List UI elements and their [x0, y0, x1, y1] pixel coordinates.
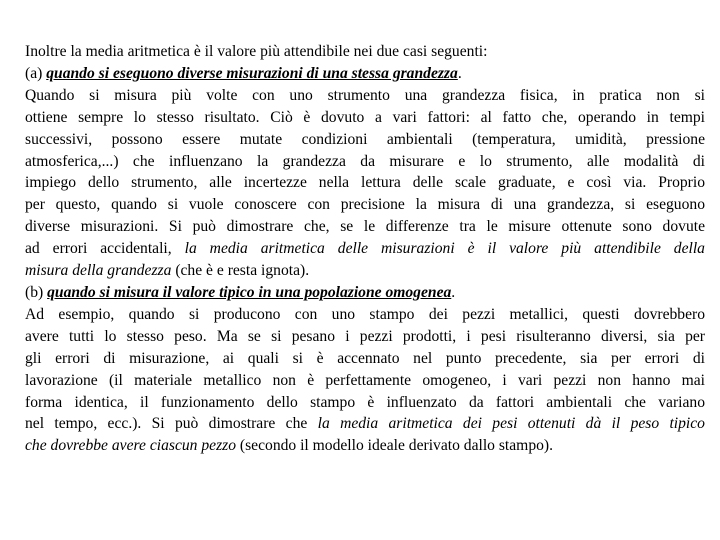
document-text — [25, 41, 705, 457]
case-b-heading — [25, 282, 705, 304]
body-a-line: ottiene sempre lo stesso risultato. Ciò è dovuto a vari fattori: al fatto che, operando in tempi — [25, 108, 705, 126]
body-b-line-6 — [25, 413, 705, 435]
body-a-line-9-end: (che è e resta ignota). — [171, 262, 310, 280]
body-a-line-9 — [25, 260, 705, 282]
body-b-line: lavorazione (il materiale metallico non è perfettamente omogeneo, i vari pezzi non hanno mai — [25, 371, 705, 389]
case-a-label: (a) — [25, 64, 47, 82]
body-a-line: per questo, quando si vuole conoscere con precisione la misura di una grandezza, si eseguono — [25, 196, 705, 214]
case-a-heading — [25, 63, 705, 85]
body-b-line-6-start: nel tempo, ecc.). Si può dimostrare che — [25, 415, 318, 433]
body-a-line: diverse misurazioni. Si può dimostrare che, se le differenze tra le misure ottenute sono dovute — [25, 218, 705, 236]
case-a-heading-text: quando si eseguono diverse misurazioni di una stessa grandezza — [46, 64, 458, 82]
body-b-line: forma identica, il funzionamento dello stampo è influenzato da fattori ambientali che variano — [25, 393, 705, 411]
body-b-line-7-italic: che dovrebbe avere ciascun pezzo — [25, 437, 237, 455]
body-a-line: Quando si misura più volte con uno strumento una grandezza fisica, in pratica non si — [25, 86, 705, 104]
case-a-period: . — [457, 64, 462, 82]
body-a-line-8 — [25, 238, 705, 260]
body-a-line-8-start: ad errori accidentali, — [25, 240, 185, 258]
body-b-line: avere tutti lo stesso peso. Ma se si pesano i pezzi prodotti, i pesi risulteranno diversi, sia per — [25, 327, 705, 345]
body-b-line: gli errori di misurazione, ai quali si è accennato nel punto precedente, sia per errori di — [25, 349, 705, 367]
case-b-period: . — [451, 283, 456, 301]
body-a-line: impiego dello strumento, alle incertezze nella lettura delle scale graduate, e così via. Proprio — [25, 174, 705, 192]
body-a-line-8-italic: la media aritmetica delle misurazioni è il valore più attendibile della — [184, 240, 705, 258]
body-a-line: atmosferica,...) che influenzano la grandezza da misurare e lo strumento, alle modalità di — [25, 152, 705, 170]
body-a-line-9-italic: misura della grandezza — [25, 262, 172, 280]
body-b-line-7-end: (secondo il modello ideale derivato dallo stampo). — [236, 437, 553, 455]
body-a-line: successivi, possono essere mutate condizioni ambientali (temperatura, umidità, pressione — [25, 130, 705, 148]
case-b-heading-text: quando si misura il valore tipico in una popolazione omogenea — [47, 283, 452, 301]
body-b-line-7 — [25, 435, 705, 457]
case-b-label: (b) — [25, 283, 48, 301]
body-b-line: Ad esempio, quando si producono con uno stampo dei pezzi metallici, questi dovrebbero — [25, 305, 705, 323]
body-b-line-6-italic: la media aritmetica dei pesi ottenuti dà il peso tipico — [317, 415, 705, 433]
intro-line: Inoltre la media aritmetica è il valore più attendibile nei due casi seguenti: — [25, 43, 488, 60]
